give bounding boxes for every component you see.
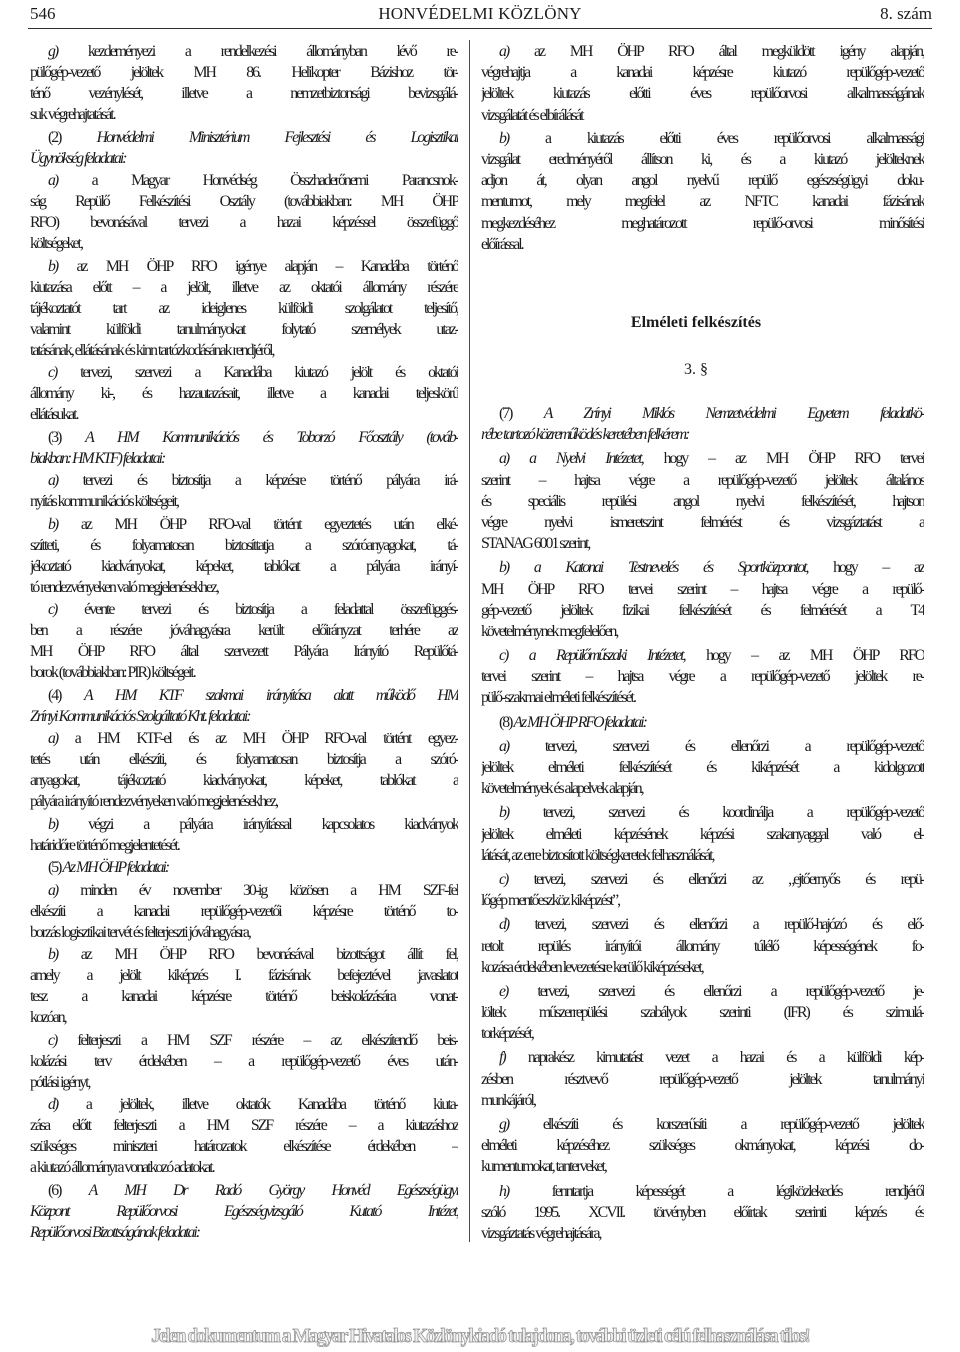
text-line (30, 233, 458, 254)
text-line (481, 1181, 924, 1202)
italic-text: c) a Repülőműszaki Intézetet (499, 647, 683, 665)
italic-text: A Zrínyi Miklós Nemzetvédelmi Egyetem feladatkö- (543, 405, 924, 422)
text-line (30, 62, 458, 83)
paragraph (481, 128, 924, 255)
text: (7) (499, 405, 544, 422)
text-line (481, 890, 924, 911)
italic-text: Zrínyi Kommunikációs Szolgáltató Kht. feladatai: (30, 707, 250, 725)
text: előírással. (481, 235, 523, 253)
paragraph (481, 869, 924, 911)
italic-text: Központ Repülőorvosi Egészségvizsgáló Kutató Intézet, (30, 1202, 458, 1220)
text: suk végrehajtatását. (30, 106, 115, 123)
italic-text: b) (48, 815, 58, 833)
text-line (30, 319, 458, 340)
italic-text: c) (48, 601, 57, 618)
text: pályára irányító rendezvényeken való megjelenésekhez, (30, 793, 278, 810)
italic-text: b) a Katonai Testnevelés és Sportközpontot (499, 559, 806, 577)
text: , hogy – az (805, 559, 924, 577)
text-line (481, 579, 924, 600)
text-line (481, 191, 924, 212)
text-line (481, 149, 924, 170)
text: , hogy – az MH ÖHP RFO (682, 647, 924, 665)
paragraph (30, 1030, 458, 1093)
text-line (481, 957, 924, 978)
text: ténő vezénylését, illetve a nemzetbiztonsági bevizsgálá- (30, 85, 458, 102)
text: tatásának, ellátásának és kinn tartózkodásának rendjéről, (30, 341, 274, 359)
text-line (481, 170, 924, 191)
text: elkészíti a kanadai repülőgép-vezetői képzésre történő to- (30, 902, 458, 920)
text-line (481, 914, 924, 935)
text: zésben résztvevő repülőgép-vezető jelöltek tanulmányi (481, 1070, 924, 1088)
text: (6) (48, 1181, 89, 1199)
paragraph (30, 814, 458, 856)
text-line (481, 1023, 924, 1044)
paragraph (30, 170, 458, 254)
text: löltek műszerrepülési szabályok szerinti (IFR) és szimulá- (481, 1004, 924, 1022)
text: évente tervezi és biztosítja a feladattal összefüggés- (56, 601, 458, 618)
text-line (30, 944, 458, 965)
section-number: 3. § (684, 361, 708, 378)
paragraph (481, 1114, 924, 1178)
paragraph (30, 944, 458, 1028)
text-line (481, 621, 924, 642)
text-line (30, 1222, 458, 1243)
text-line (481, 491, 924, 512)
text: gép-vezető jelöltek fizikai felkészítését és felmérését a T4 (481, 601, 924, 619)
italic-text: h) (499, 1182, 509, 1200)
text-line (481, 105, 924, 126)
paragraph (30, 685, 458, 727)
italic-text: c) (499, 870, 508, 888)
text: tervezi, szervezi és koordinálja a repülőgép-vezető (508, 804, 924, 822)
text-line (30, 148, 458, 169)
text-line (30, 1094, 458, 1115)
italic-text: g) (48, 43, 58, 60)
italic-text: A HM Kommunikációs és Toborzó Főosztály (továb- (85, 428, 458, 446)
section-heading: Elméleti felkészítés (630, 314, 762, 331)
paragraph (30, 857, 458, 878)
text-line (30, 404, 458, 425)
italic-text: e) (499, 982, 508, 1000)
text: (4) (48, 686, 84, 704)
text: szóló 1995. XCVII. törvényben előírtak szerinti képzés és (481, 1203, 924, 1221)
italic-text: g) (499, 1116, 509, 1133)
paragraph (30, 1180, 458, 1243)
text: nyítás kommunikációs költségeit, (30, 493, 178, 510)
text-line (30, 1136, 458, 1157)
paragraph (30, 514, 458, 598)
text-line (30, 298, 458, 319)
text-line (481, 1002, 924, 1023)
text-line (481, 600, 924, 621)
italic-text: Az MH ÖHP RFO feladatai: (513, 713, 646, 731)
text-line (481, 712, 924, 733)
paragraph (30, 599, 458, 683)
italic-text: a) (48, 472, 58, 489)
text-line (30, 1157, 458, 1178)
italic-text: A MH Dr Radó György Honvéd Egészségügyi (88, 1181, 458, 1199)
text: határidőre történő megjelentetését. (30, 836, 179, 854)
text: végrehajtja a kanadai képzésre kiutazó repülőgép-vezető (481, 64, 924, 82)
text: vizsgálatát és elbírálását (481, 106, 583, 124)
text-line (30, 641, 458, 662)
text-line (481, 128, 924, 149)
text-line (30, 965, 458, 986)
text-line (30, 1115, 458, 1136)
italic-text: b) (48, 946, 58, 963)
text: pótlási igényt, (30, 1073, 90, 1091)
header-rule (28, 28, 932, 29)
text-line (481, 512, 924, 533)
text: elkészíti és korszerűsíti a repülőgép-vezető jelöltek (508, 1116, 924, 1133)
paragraph (481, 736, 924, 800)
paragraph (30, 41, 458, 125)
italic-text: A HM KTF szakmai irányítása alatt működő HM (83, 686, 458, 704)
text-line (30, 1030, 458, 1051)
text-line (30, 620, 458, 641)
text-line (481, 1090, 924, 1111)
text: végre nyelvi ismeretszint felmérést és vizsgáztatást a (481, 513, 924, 531)
paragraph (30, 427, 458, 469)
text-line (30, 41, 458, 62)
italic-text: d) (499, 916, 509, 934)
text: költségeket, (30, 235, 82, 252)
text-line (30, 685, 458, 706)
text: retolt repülés irányítói állomány túlélő képességének fo- (481, 937, 924, 955)
text-line (481, 62, 924, 83)
text: MH ÖHP RFO tervei szerint – hajtsa végre a repülő- (481, 580, 924, 598)
text: mentumot, mely megfelel az NFTC kanadai fázisának (481, 193, 924, 211)
text: pülőgép-vezető jelöltek MH 86. Helikopter Bázishoz tör- (30, 64, 458, 81)
text-line (30, 814, 458, 835)
paragraph (481, 645, 924, 709)
text: követelmények és alapelvek alapján, (481, 780, 643, 798)
italic-text: b) (499, 804, 509, 822)
text-line (30, 857, 458, 878)
text: (8) (499, 713, 514, 731)
text: tervezi, szervezi a Kanadába kiutazó jelölt és oktatói (56, 364, 458, 381)
paragraph (481, 981, 924, 1045)
paragraph (30, 470, 458, 512)
text: (2) (48, 128, 97, 146)
text: tervezi és biztosítja a képzésre történő pályára irá- (57, 472, 458, 489)
text: az MH ÖHP RFO igénye alapján – Kanadába történő (57, 257, 458, 275)
paragraph (481, 557, 924, 642)
text: tetés után elkészíti, és folyamatosan biztosítja a szóró- (30, 751, 458, 768)
text-line (481, 533, 924, 554)
text-line (481, 736, 924, 757)
text-line (481, 41, 924, 62)
text: pülő-szakmai elméleti felkészítését. (481, 689, 635, 707)
text: végzi a pályára irányítással kapcsolatos kiadványok (57, 815, 458, 833)
text-line (30, 880, 458, 901)
text: minden év november 30-ig közösen a HM SZF-fel (57, 881, 458, 899)
text-line (30, 749, 458, 770)
text: ben a részére jóváhagyásra került előirányzat terhére az (30, 622, 458, 639)
text: tervezi, szervezi és ellenőrzi a repülő-hajózó és elő- (508, 916, 924, 934)
text: vizsgáztatás végrehajtására, (481, 1224, 601, 1242)
text: MH ÖHP RFO által szervezett Pályára Irányító Repülőtá- (30, 643, 458, 660)
text: és speciális repülési angol nyelvi felkészítését, hajtson (481, 492, 924, 510)
paragraph (481, 802, 924, 866)
text: ellátásukat. (30, 406, 78, 423)
paragraph (30, 880, 458, 943)
text-line (30, 986, 458, 1007)
paragraph (30, 127, 458, 169)
text-line (481, 778, 924, 799)
text-line (481, 424, 924, 445)
text: megkezdéséhez meghatározott repülő-orvosi minősítési (481, 214, 924, 232)
text: az MH ÖHP RFO-val történt egyeztetés után elké- (57, 515, 458, 533)
page-number: 546 (30, 4, 56, 23)
text-line (30, 83, 458, 104)
text-line (30, 277, 458, 298)
text: látását, az erre biztosított költségkeretek felhasználását, (481, 846, 714, 864)
text-line (30, 791, 458, 812)
paragraph (481, 448, 924, 554)
text-line (30, 770, 458, 791)
text: a kiutazás előtti éves repülőorvosi alkalmassági (508, 129, 924, 147)
text: borok (továbbiakban: PIR) költségeit. (30, 664, 195, 681)
text: szükséges miniszteri határozatok elkészítése érdekében – (30, 1138, 458, 1155)
text-line (481, 824, 924, 845)
text: munkájáról, (481, 1091, 535, 1109)
right-column-top (481, 41, 924, 255)
text-line (30, 470, 458, 491)
text-line (30, 362, 458, 383)
text-line (481, 981, 924, 1002)
italic-text: a) (48, 730, 58, 747)
text-line (481, 1135, 924, 1156)
text: borzás logisztikai tervét és felterjeszti jóváhagyásra, (30, 923, 250, 941)
text-line (30, 577, 458, 598)
text-line (481, 83, 924, 104)
text: szítteti, és folyamatosan biztosíttatja a szóróanyagokat, tá- (30, 536, 458, 554)
text: fenntartja képességét a légiközlekedés rendjéről (508, 1182, 924, 1200)
text: jelöltek elméleti képzésének képzési szakanyaggal való el- (481, 825, 924, 843)
text-line (481, 687, 924, 708)
text-line (30, 835, 458, 856)
text: ság Repülő Felkészítési Osztály (továbbiakban: MH ÖHP (30, 193, 458, 210)
paragraph (30, 256, 458, 361)
italic-text: a) (48, 881, 58, 899)
text-line (481, 1202, 924, 1223)
italic-text: Honvédelmi Minisztérium Fejlesztési és Logisztikai (96, 128, 458, 146)
text: , hogy – az MH ÖHP RFO tervei (640, 450, 924, 468)
text-line (30, 127, 458, 148)
text: a Magyar Honvédség Összhaderőnemi Parancsnok- (57, 172, 458, 189)
text-line (481, 1069, 924, 1090)
text: tó rendezvényeken való megjelenésekhez, (30, 578, 218, 596)
text-line (481, 757, 924, 778)
text: anyagokat, tájékoztató kiadványokat, képeket, tablókat a (30, 772, 458, 789)
issue-number: 8. szám (880, 4, 932, 23)
italic-text: f) (499, 1049, 505, 1067)
text: vizsgálat eredményéről állítson ki, és a kiutazó jelölteknek (481, 150, 924, 168)
text-line (481, 234, 924, 255)
text-line (30, 901, 458, 922)
text: torképzését, (481, 1025, 533, 1043)
italic-text: a) (48, 172, 58, 189)
text: adjon át, olyan angol nyelvű repülő egészségügyi doku- (481, 172, 924, 190)
text-line (481, 802, 924, 823)
text-line (30, 1051, 458, 1072)
text: kiutazása előtt – a jelölt, illetve az oktatói állomány részére (30, 278, 458, 296)
paragraph (481, 1181, 924, 1245)
text-line (30, 427, 458, 448)
text-line (481, 403, 924, 424)
text: tájékoztatót tart az ideiglenes külföldi szolgálatot teljesítő, (30, 299, 458, 317)
text-line (30, 256, 458, 277)
text-line (30, 1007, 458, 1028)
paragraph (481, 712, 924, 733)
text-line (481, 1047, 924, 1068)
text: követelménynek megfelelően, (481, 622, 618, 640)
italic-text: c) (48, 1031, 57, 1049)
text-line (481, 1156, 924, 1177)
text-line (30, 212, 458, 233)
text: elméleti képzéséhez szükséges okmányokat, képzési do- (481, 1137, 924, 1155)
text: az MH ÖHP RFO bevonásával bizottságot állít fel, (57, 946, 458, 963)
text-line (30, 662, 458, 683)
text-line (481, 1114, 924, 1135)
text: tesz a kanadai képzésre történő beiskolázására vonat- (30, 988, 458, 1005)
text-line (30, 340, 458, 361)
text: kolázási terv érdekében – a repülőgép-vezető éves után- (30, 1052, 458, 1070)
text-line (30, 1072, 458, 1093)
italic-text: Ügynökség feladatai: (30, 149, 126, 167)
footer-notice: Jelen dokumentum a Magyar Hivatalos Közlönykiadó tulajdona, további üzleti célú felhasználása tilos! (151, 1326, 809, 1347)
right-column-bottom (481, 403, 924, 1244)
text: kozása érdekében levezetésre kerülő kiképzéseket, (481, 958, 703, 976)
text: (5) (48, 859, 63, 876)
text-line (30, 706, 458, 727)
text-line (481, 1223, 924, 1244)
text: kezdeményezi a rendelkezési állományban lévő re- (57, 43, 458, 60)
text-line (30, 556, 458, 577)
text: az MH ÖHP RFO által megküldött igény alapján, (508, 43, 924, 60)
text: naprakész kimutatást vezet a hazai és a külföldi kép- (504, 1049, 924, 1067)
paragraph (30, 362, 458, 425)
publication-title: HONVÉDELMI KÖZLÖNY (378, 4, 582, 23)
text-line (481, 557, 924, 578)
paragraph (481, 1047, 924, 1111)
text: a HM KTF-el és az MH ÖHP RFO-val történt egyez- (57, 730, 458, 747)
paragraph (481, 403, 924, 445)
text-line (30, 170, 458, 191)
text: STANAG 6001 szerint, (481, 535, 590, 553)
text-line (30, 383, 458, 404)
text-line (30, 535, 458, 556)
text-line (30, 104, 458, 125)
text-line (30, 514, 458, 535)
italic-text: Az MH ÖHP feladatai: (62, 859, 169, 876)
text-line (481, 936, 924, 957)
italic-text: c) (48, 364, 57, 381)
text: valamint külföldi tanulmányokat folytató személyek utaz- (30, 320, 458, 338)
text: állomány ki-, és hazautazásait, illetve a kanadai teljeskörű (30, 385, 458, 402)
paragraph (481, 914, 924, 978)
text-line (30, 728, 458, 749)
italic-text: rébe tartozó közreműködés keretében felkérem: (481, 426, 689, 444)
text-line (30, 491, 458, 512)
text-line (481, 213, 924, 234)
text: lőgép mentőeszköz kiképzést”, (481, 892, 620, 910)
text-line (30, 1201, 458, 1222)
text-line (30, 191, 458, 212)
text-line (481, 869, 924, 890)
text: (3) (48, 428, 86, 446)
text-line (481, 448, 924, 469)
italic-text: biakban: HM KTF) feladatai: (30, 449, 165, 467)
italic-text: b) (48, 257, 58, 275)
text: a jelöltek, illetve oktatók Kanadába történő kiuta- (57, 1096, 458, 1113)
text-line (30, 922, 458, 943)
text: jékoztató kiadványokat, képeket, tablókat a pályára irányí- (30, 557, 458, 575)
text-line (30, 1180, 458, 1201)
text: kozóan, (30, 1009, 66, 1026)
italic-text: Repülőorvosi Bizottságának feladatai: (30, 1223, 200, 1241)
left-column (30, 41, 458, 1243)
paragraph (30, 1094, 458, 1178)
text: jelöltek elméleti felkészítését és kiképzését a kidolgozott (481, 759, 924, 776)
italic-text: b) (499, 129, 509, 147)
paragraph (481, 41, 924, 126)
text: a kiutazó állományra vonatkozó adatokat. (30, 1159, 214, 1176)
text: amely a jelölt kiképzés I. fázisának befejeztével javaslatot (30, 967, 458, 984)
italic-text: a) (499, 43, 509, 60)
text-line (481, 470, 924, 491)
text: jelöltek kiutazás előtti éves repülőorvosi alkalmasságának (481, 85, 924, 103)
text-line (481, 645, 924, 666)
text: tervezi, szervezi és ellenőrzi az „ejtőernyős és repü- (507, 870, 924, 888)
text: tervei szerint – hajtsa végre a repülőgép-vezető jelöltek re- (481, 668, 924, 686)
text: kumentumokat, tanterveket, (481, 1158, 606, 1176)
text-line (30, 448, 458, 469)
column-divider (469, 40, 470, 1242)
text: szerint – hajtsa végre a repülőgép-vezető jelöltek általános (481, 471, 924, 489)
text-line (481, 845, 924, 866)
italic-text: a) a Nyelvi Intézetet (499, 450, 641, 468)
text-line (481, 666, 924, 687)
paragraph (30, 728, 458, 812)
italic-text: d) (48, 1096, 58, 1113)
italic-text: a) (499, 737, 509, 755)
italic-text: b) (48, 515, 58, 533)
text: zása előtt felterjeszti a HM SZF részére – a kiutazáshoz (30, 1117, 458, 1134)
text: RFO) bevonásával tervezi a hazai képzéssel összefüggő (30, 214, 458, 231)
text: tervezi, szervezi és ellenőrzi a repülőgép-vezető je- (507, 982, 924, 1000)
text-line (30, 599, 458, 620)
text: felterjeszti a HM SZF részére – az elkészítendő beis- (56, 1031, 458, 1049)
text: tervezi, szervezi és ellenőrzi a repülőgép-vezető (508, 737, 924, 755)
